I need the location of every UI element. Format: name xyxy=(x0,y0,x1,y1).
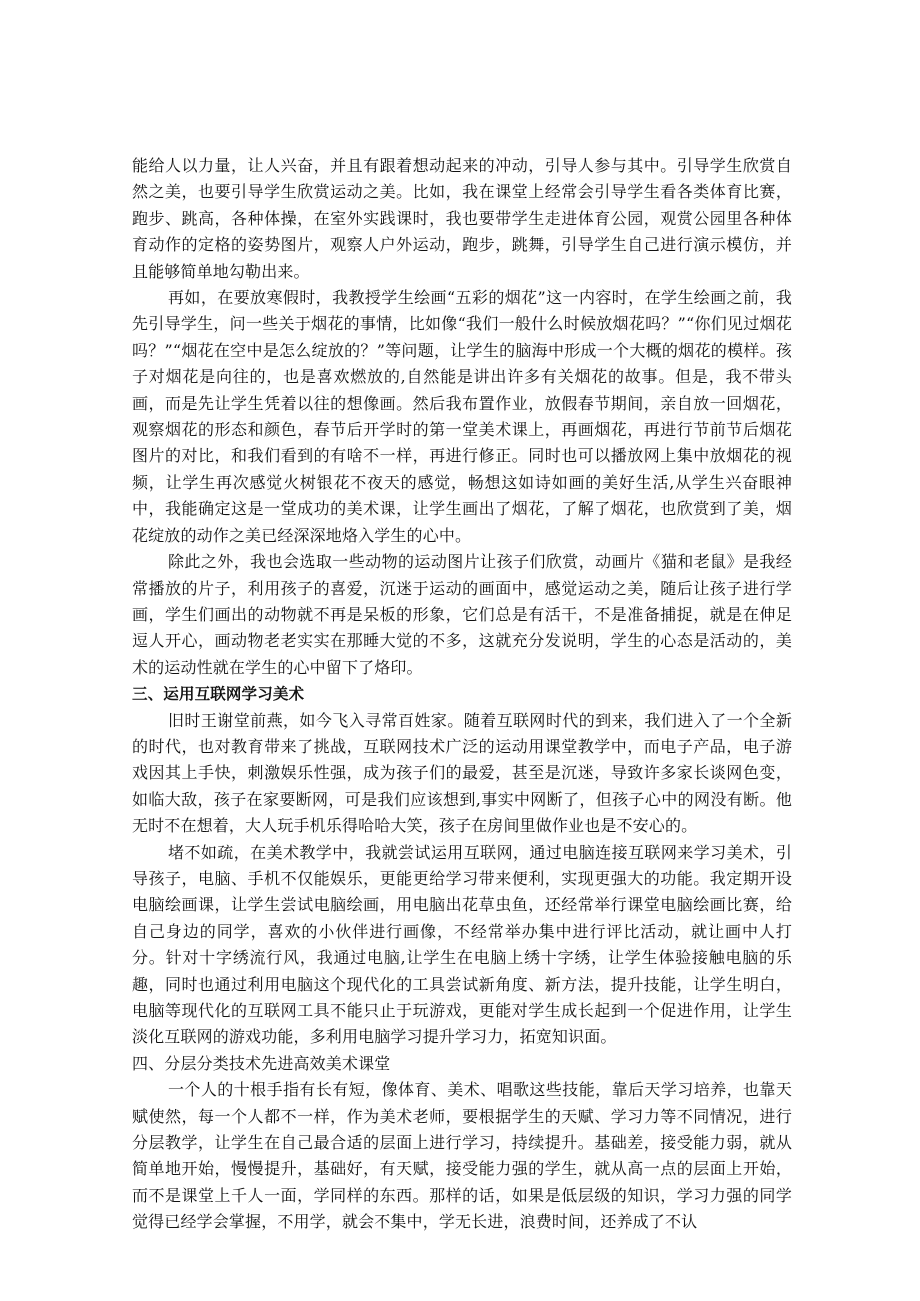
paragraph-layered-teaching: 一个人的十根手指有长有短，像体育、美术、唱歌这些技能，靠后天学习培养，也靠天赋使然，每一个人都不一样，作为美术老师，要根据学生的天赋、学习力等不同情况，进行分层教学，让学生在自己最合适的层面上进行学习，持续提升。基础差，接受能力弱，就从简单地开始，慢慢提升，基础好，有天赋，接受能力强的学生，就从高一点的层面上开始，而不是课堂上千人一面，学同样的东西。那样的话，如果是低层级的知识，学习力强的同学觉得已经学会掌握，不用学，就会不集中，学无长进，浪费时间，还养成了不认 xyxy=(132,1080,792,1232)
paragraph-computer-art: 堵不如疏，在美术教学中，我就尝试运用互联网，通过电脑连接互联网来学习美术，引导孩子，电脑、手机不仅能娱乐，更能更给学习带来便利，实现更强大的功能。我定期开设电脑绘画课，让学生尝试电脑绘画，用电脑出花草虫鱼，还经常举行课堂电脑绘画比赛，给自己身边的同学，喜欢的小伙伴进行画像，不经常举办集中进行评比活动，就让画中人打分。针对十字绣流行风，我通过电脑,让学生在电脑上绣十字绣，让学生体验接触电脑的乐趣，同时也通过利用电脑这个现代化的工具尝试新角度、新方法，提升技能，让学生明白，电脑等现代化的互联网工具不能只止于玩游戏，更能对学生成长起到一个促进作用，让学生淡化互联网的游戏功能，多利用电脑学习提升学习力，拓宽知识面。 xyxy=(132,842,792,1047)
section-heading-layered: 四、分层分类技术先进高效美术课堂 xyxy=(132,1053,391,1073)
paragraph-fireworks: 再如，在要放寒假时，我教授学生绘画“五彩的烟花”这一内容时，在学生绘画之前，我先引导学生，问一些关于烟花的事情，比如像“我们一般什么时候放烟花吗？”“你们见过烟花吗？”“烟花在空中是怎么绽放的？”等问题，让学生的脑海中形成一个大概的烟花的模样。孩子对烟花是向往的，也是喜欢燃放的,自然能是讲出许多有关烟花的故事。但是，我不带头画，而是先让学生凭着以往的想像画。然后我布置作业，放假春节期间，亲自放一回烟花，观察烟花的形态和颜色，春节后开学时的第一堂美术课上，再画烟花，再进行节前节后烟花图片的对比，和我们看到的有啥不一样，再进行修正。同时也可以播放网上集中放烟花的视频，让学生再次感觉火树银花不夜天的感觉，畅想这如诗如画的美好生活,从学生兴奋眼神中，我能确定这是一堂成功的美术课，让学生画出了烟花，了解了烟花，也欣赏到了美，烟花绽放的动作之美已经深深地烙入学生的心中。 xyxy=(132,288,792,545)
section-heading-internet: 三、运用互联网学习美术 xyxy=(132,685,305,704)
paragraph-continued: 能给人以力量，让人兴奋，并且有跟着想动起来的冲动，引导人参与其中。引导学生欣赏自然之美，也要引导学生欣赏运动之美。比如，我在课堂上经常会引导学生看各类体育比赛，跑步、跳高，各种体操，在室外实践课时，我也要带学生走进体育公园，观赏公园里各种体育动作的定格的姿势图片，观察人户外运动，跑步，跳舞，引导学生自己进行演示模仿，并且能够简单地勾勒出来。 xyxy=(132,156,792,281)
paragraph-internet-era: 旧时王谢堂前燕，如今飞入寻常百姓家。随着互联网时代的到来，我们进入了一个全新的时代，也对教育带来了挑战，互联网技术广泛的运动用课堂教学中，而电子产品，电子游戏因其上手快，刺激娱乐性强，成为孩子们的最爱，甚至是沉迷，导致许多家长谈网色变，如临大敌，孩子在家要断网，可是我们应该想到,事实中网断了，但孩子心中的网没有断。他无时不在想着，大人玩手机乐得哈哈大笑，孩子在房间里做作业也是不安心的。 xyxy=(132,710,792,836)
paragraph-animals: 除此之外，我也会选取一些动物的运动图片让孩子们欣赏，动画片《猫和老鼠》是我经常播放的片子，利用孩子的喜爱，沉迷于运动的画面中，感觉运动之美，随后让孩子进行学画，学生们画出的动物就不再是呆板的形象，它们总是有活干，不是准备捕捉，就是在伸足逗人开心，画动物老老实实在那睡大觉的不多，这就充分发说明，学生的心态是活动的，美术的运动性就在学生的心中留下了烙印。 xyxy=(132,552,792,677)
document-body xyxy=(132,153,792,1236)
